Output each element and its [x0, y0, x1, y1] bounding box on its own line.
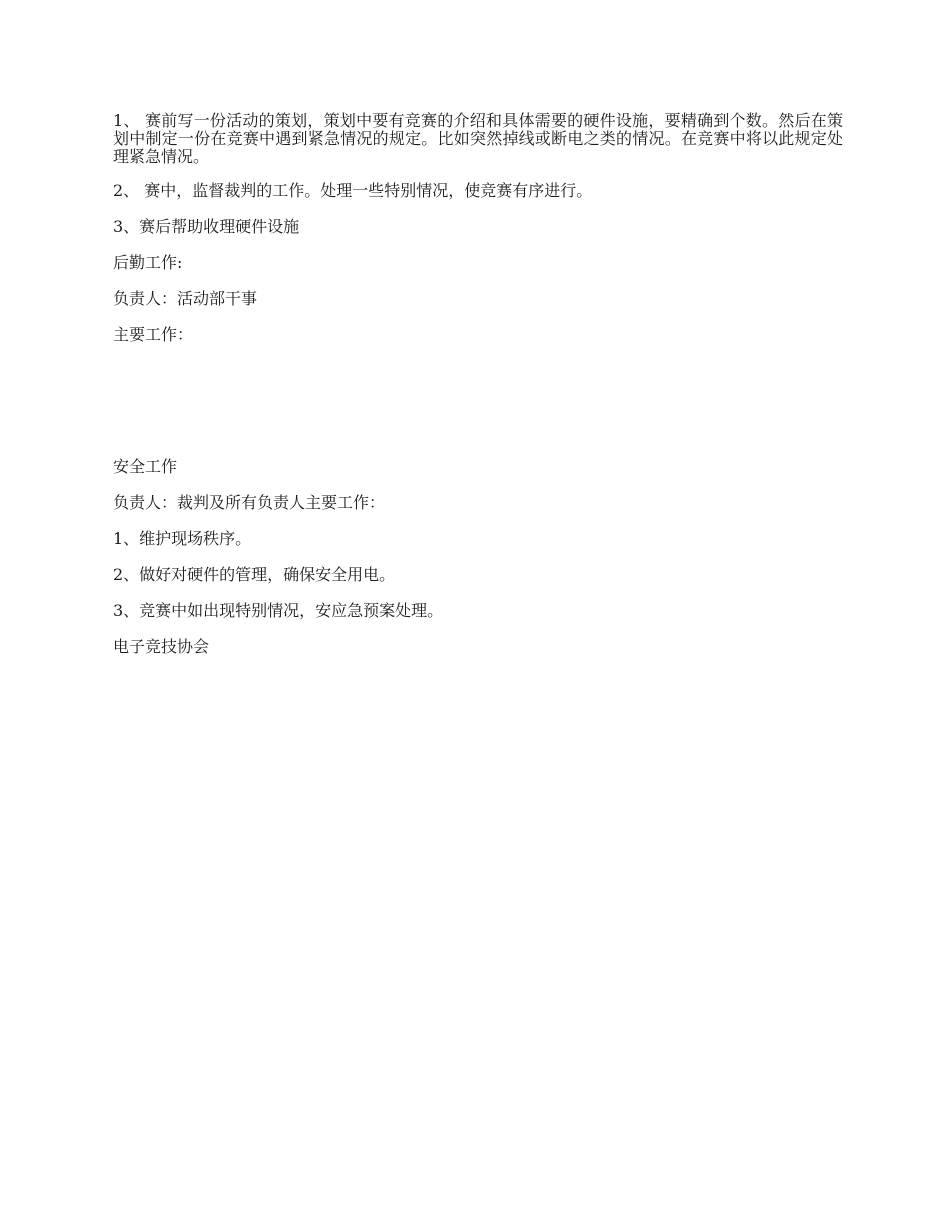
paragraph-safety-item-3: 3、竞赛中如出现特别情况，安应急预案处理。	[113, 601, 444, 620]
heading-main-work: 主要工作：	[113, 325, 194, 344]
paragraph-logistics-owner: 负责人：活动部干事	[113, 289, 258, 308]
paragraph-pre-event-planning: 1、 赛前写一份活动的策划，策划中要有竞赛的介绍和具体需要的硬件设施，要精确到个数。然后在策划中制定一份在竞赛中遇到紧急情况的规定。比如突然掉线或断电之类的情况。在竞赛中将以此规定处理紧急情况。	[113, 111, 843, 166]
paragraph-post-event: 3、赛后帮助收理硬件设施	[113, 217, 300, 236]
paragraph-during-event: 2、 赛中，监督裁判的工作。处理一些特别情况，使竞赛有序进行。	[113, 181, 593, 200]
heading-logistics: 后勤工作:	[113, 253, 183, 272]
paragraph-safety-owner: 负责人：裁判及所有负责人主要工作：	[113, 493, 386, 512]
heading-safety: 安全工作	[113, 457, 178, 476]
paragraph-safety-item-1: 1、维护现场秩序。	[113, 529, 252, 548]
document-body	[113, 112, 843, 656]
signature-organization: 电子竞技协会	[113, 637, 210, 656]
paragraph-safety-item-2: 2、做好对硬件的管理，确保安全用电。	[113, 565, 396, 584]
